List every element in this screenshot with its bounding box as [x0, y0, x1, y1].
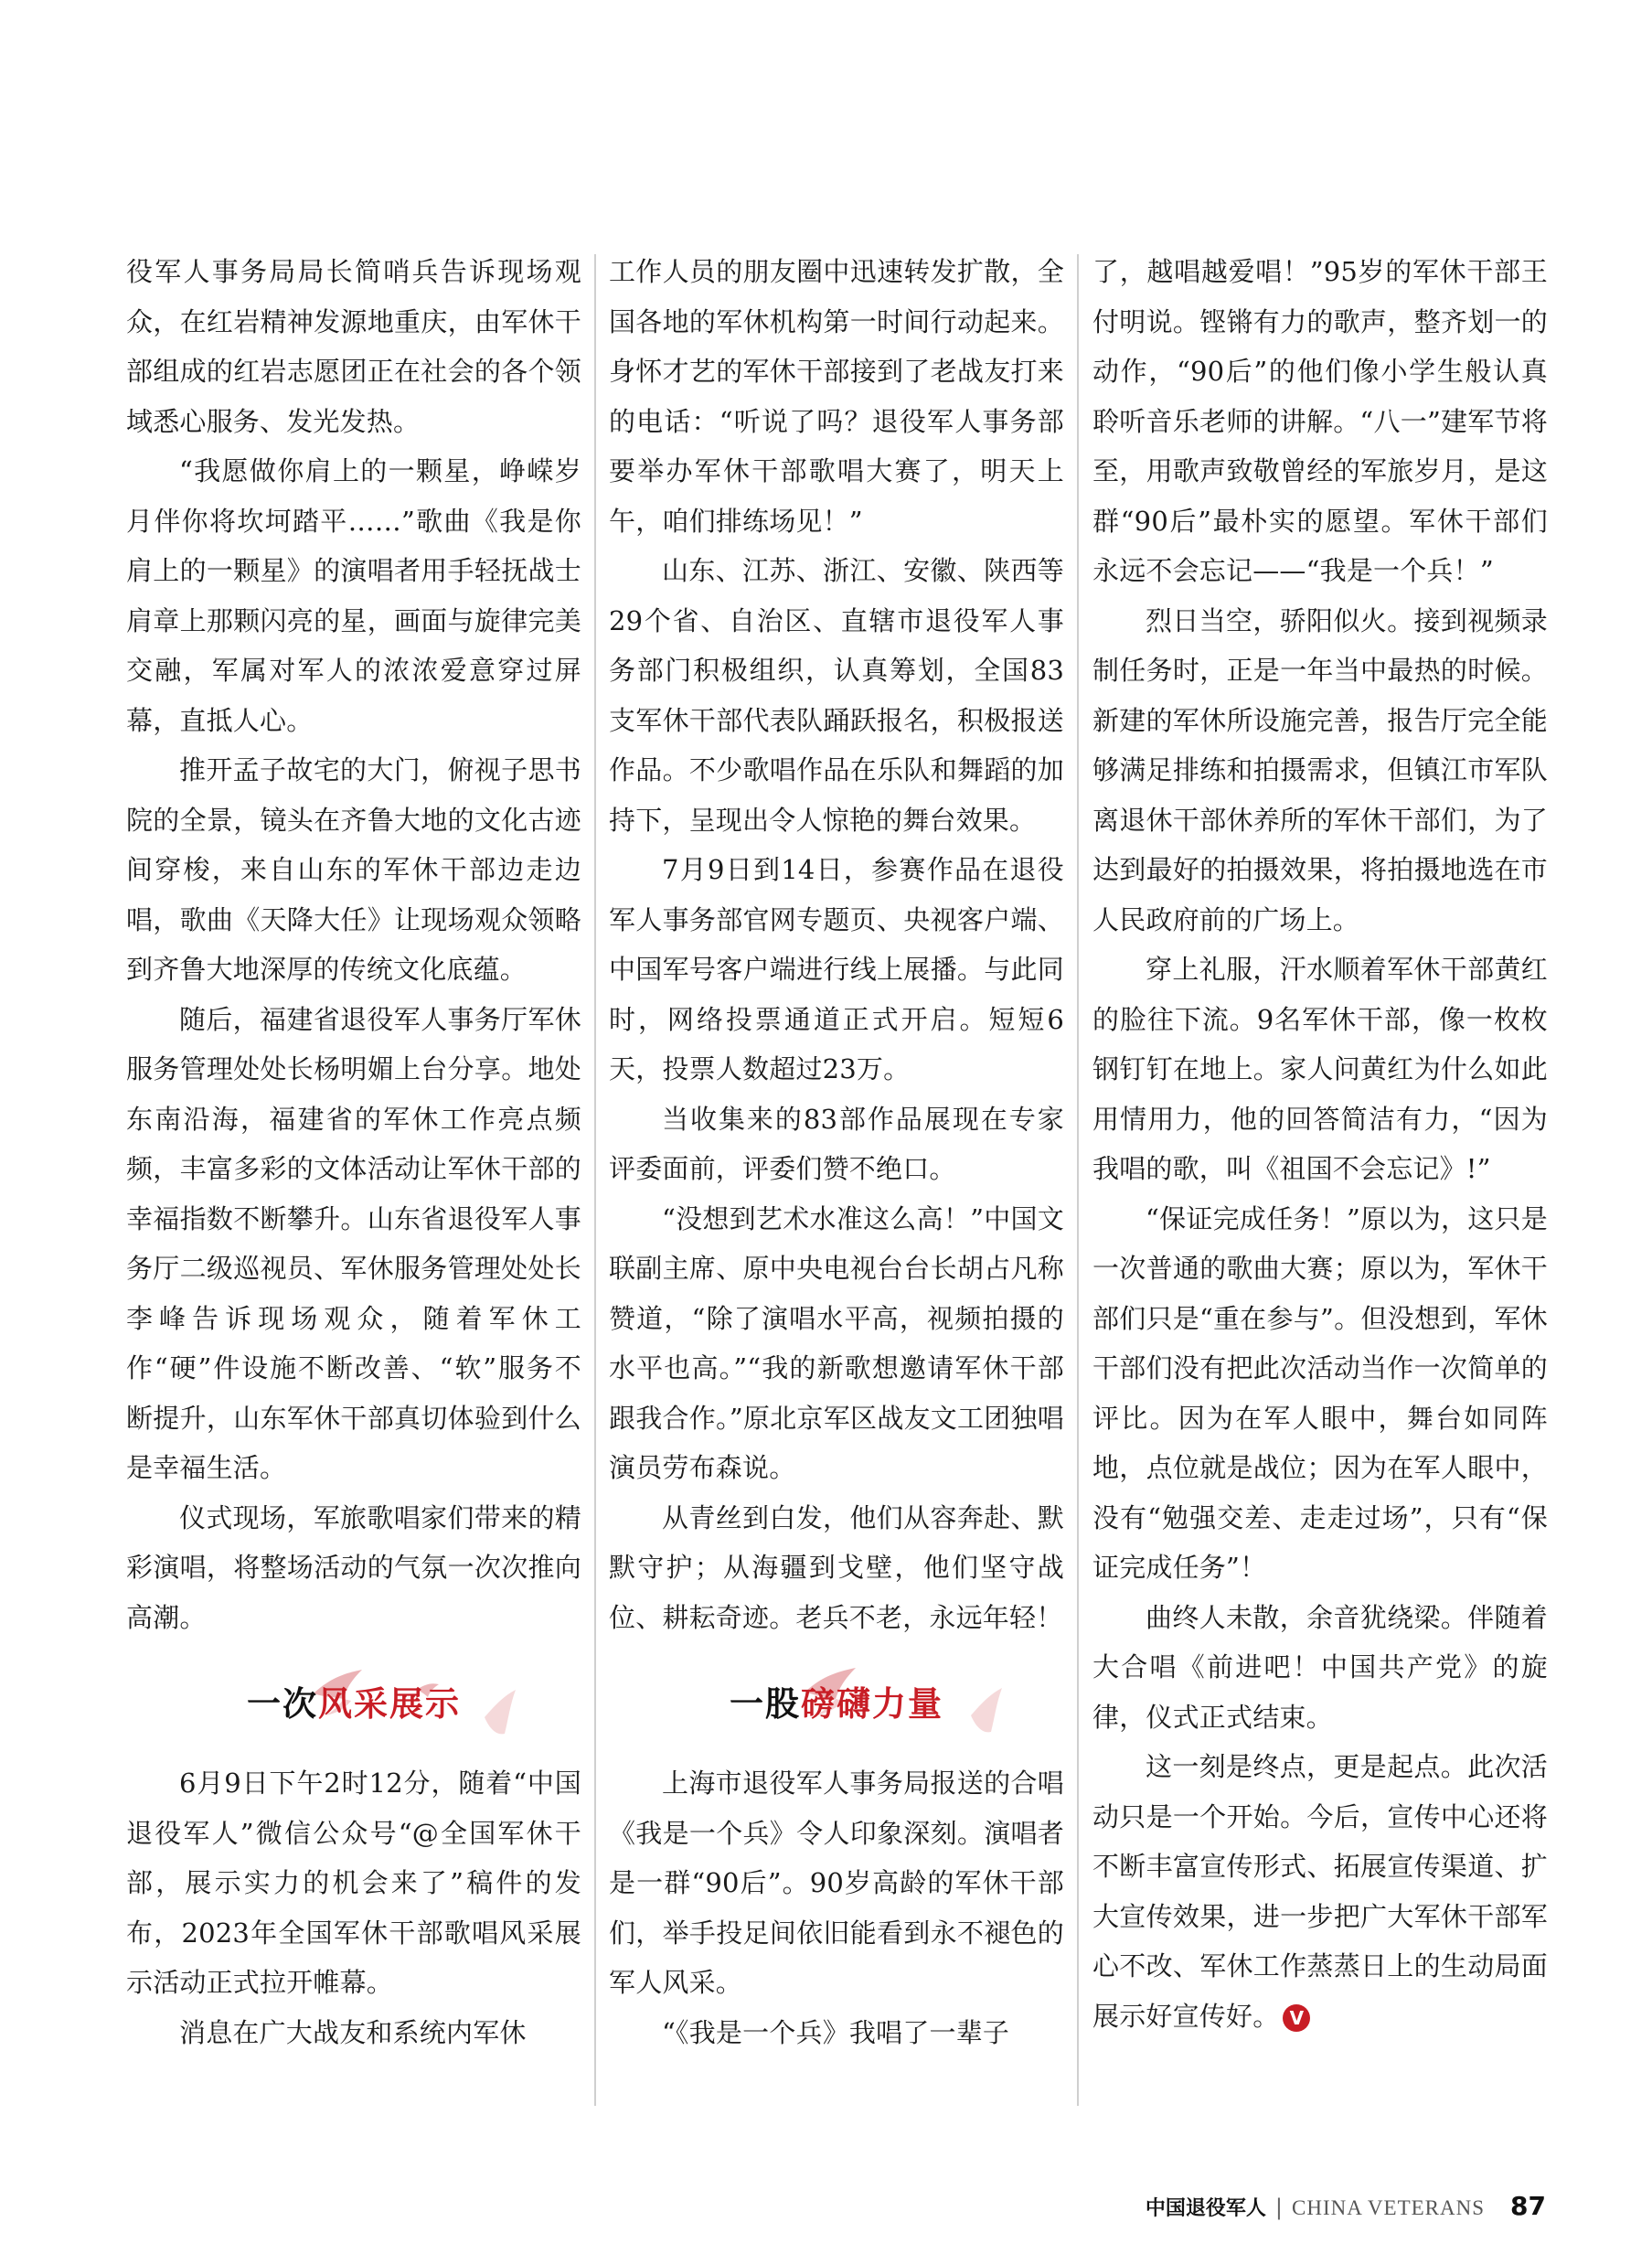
paragraph: 推开孟子故宅的大门，俯视子思书院的全景，镜头在齐鲁大地的文化古迹间穿梭，来自山东的军休干部边走边唱，歌曲《天降大任》让现场观众领略到齐鲁大地深厚的传统文化底蕴。: [126, 754, 581, 985]
section-heading: [126, 1642, 581, 1758]
paragraph-text: 这一刻是终点，更是起点。此次活动只是一个开始。今后，宣传中心还将不断丰富宣传形式、拓展宣传渠道、扩大宣传效果，进一步把广大军休干部军心不改、军休工作蒸蒸日上的生动局面展示好宣传好。: [1092, 1751, 1548, 2032]
magazine-name: 中国退役军人: [1145, 2197, 1266, 2220]
page-number: 87: [1510, 2191, 1546, 2221]
article-column-2: [609, 247, 1064, 2057]
paragraph: 消息在广大战友和系统内军休: [179, 2016, 527, 2048]
paragraph: “保证完成任务！”原以为，这只是一次普通的歌曲大赛；原以为，军休干部们只是“重在参与”。但没想到，军休干部们没有把此次活动当作一次简单的评比。因为在军人眼中，舞台如同阵地，点位就是战位；因为在军人眼中，没有“勉强交差、走走过场”，只有“保证完成任务”！: [1092, 1202, 1548, 1583]
column-divider: [594, 254, 596, 2106]
paragraph: “我愿做你肩上的一颗星，峥嵘岁月伴你将坎坷踏平……”歌曲《我是你肩上的一颗星》的演唱者用手轻抚战士肩章上那颗闪亮的星，画面与旋律完美交融，军属对军人的浓浓爱意穿过屏幕，直抵人心。: [126, 455, 581, 736]
paragraph: “没想到艺术水准这么高！”中国文联副主席、原中央电视台台长胡占凡称赞道，“除了演唱水平高，视频拍摄的水平也高。”“我的新歌想邀请军休干部跟我合作。”原北京军区战友文工团独唱演员劳布森说。: [609, 1202, 1064, 1483]
paragraph: 7月9日到14日，参赛作品在退役军人事务部官网专题页、央视客户端、中国军号客户端进行线上展播。与此同时，网络投票通道正式开启。短短6天，投票人数超过23万。: [609, 854, 1064, 1084]
article-column-1: [126, 247, 581, 2057]
paragraph: 了，越唱越爱唱！”95岁的军休干部王付明说。铿锵有力的歌声，整齐划一的动作，“90后”的他们像小学生般认真聆听音乐老师的讲解。“八一”建军节将至，用歌声致敬曾经的军旅岁月，是这群“90后”最朴实的愿望。军休干部们永远不会忘记——“我是一个兵！”: [1092, 256, 1548, 586]
paragraph: 仪式现场，军旅歌唱家们带来的精彩演唱，将整场活动的气氛一次次推向高潮。: [126, 1501, 581, 1633]
paragraph: 曲终人未散，余音犹绕梁。伴随着大合唱《前进吧！中国共产党》的旋律，仪式正式结束。: [1092, 1601, 1548, 1733]
footer-separator: |: [1274, 2195, 1284, 2220]
paragraph: 当收集来的83部作品展现在专家评委面前，评委们赞不绝口。: [609, 1103, 1064, 1184]
column-divider: [1077, 254, 1079, 2106]
paragraph: 山东、江苏、浙江、安徽、陕西等29个省、自治区、直辖市退役军人事务部门积极组织，认真筹划，全国83支军休干部代表队踊跃报名，积极报送作品。不少歌唱作品在乐队和舞蹈的加持下，呈现出令人惊艳的舞台效果。: [609, 555, 1064, 836]
paragraph: 工作人员的朋友圈中迅速转发扩散，全国各地的军休机构第一时间行动起来。身怀才艺的军休干部接到了老战友打来的电话：“听说了吗？退役军人事务部要举办军休干部歌唱大赛了，明天上午，咱们排练场见！”: [609, 256, 1064, 537]
paragraph: 6月9日下午2时12分，随着“中国退役军人”微信公众号“@全国军休干部，展示实力的机会来了”稿件的发布，2023年全国军休干部歌唱风采展示活动正式拉开帷幕。: [126, 1768, 581, 1998]
article-column-3: [1092, 247, 1548, 2041]
heading-prefix: 一股: [730, 1683, 801, 1724]
heading-main: 磅礴力量: [801, 1683, 943, 1724]
paragraph: “《我是一个兵》我唱了一辈子: [662, 2016, 1010, 2048]
page-footer: [1146, 2191, 1546, 2221]
paragraph: 烈日当空，骄阳似火。接到视频录制任务时，正是一年当中最热的时候。新建的军休所设施完善，报告厅完全能够满足排练和拍摄需求，但镇江市军队离退休干部休养所的军休干部们，为了达到最好的拍摄效果，将拍摄地选在市人民政府前的广场上。: [1092, 604, 1548, 935]
heading-main: 风采展示: [318, 1683, 461, 1724]
paragraph: 役军人事务局局长简哨兵告诉现场观众，在红岩精神发源地重庆，由军休干部组成的红岩志愿团正在社会的各个领域悉心服务、发光发热。: [126, 256, 581, 437]
end-mark-icon: V: [1283, 2004, 1310, 2032]
paragraph: [1092, 1742, 1548, 2041]
magazine-english-name: CHINA VETERANS: [1292, 2196, 1486, 2219]
paragraph: 随后，福建省退役军人事务厅军休服务管理处处长杨明媚上台分享。地处东南沿海，福建省的军休工作亮点频频，丰富多彩的文体活动让军休干部的幸福指数不断攀升。山东省退役军人事务厅二级巡视员、军休服务管理处处长李峰告诉现场观众，随着军休工作“硬”件设施不断改善、“软”服务不断提升，山东军休干部真切体验到什么是幸福生活。: [126, 1003, 581, 1483]
paragraph: 从青丝到白发，他们从容奔赴、默默守护；从海疆到戈壁，他们坚守战位、耕耘奇迹。老兵不老，永远年轻！: [609, 1501, 1064, 1633]
paragraph: 穿上礼服，汗水顺着军休干部黄红的脸往下流。9名军休干部，像一枚枚钢钉钉在地上。家人问黄红为什么如此用情用力，他的回答简洁有力，“因为我唱的歌，叫《祖国不会忘记》!”: [1092, 954, 1548, 1184]
paragraph: 上海市退役军人事务局报送的合唱《我是一个兵》令人印象深刻。演唱者是一群“90后”。90岁高龄的军休干部们，举手投足间依旧能看到永不褪色的军人风采。: [609, 1768, 1064, 1998]
heading-prefix: 一次: [247, 1683, 318, 1724]
section-heading: [609, 1642, 1064, 1758]
